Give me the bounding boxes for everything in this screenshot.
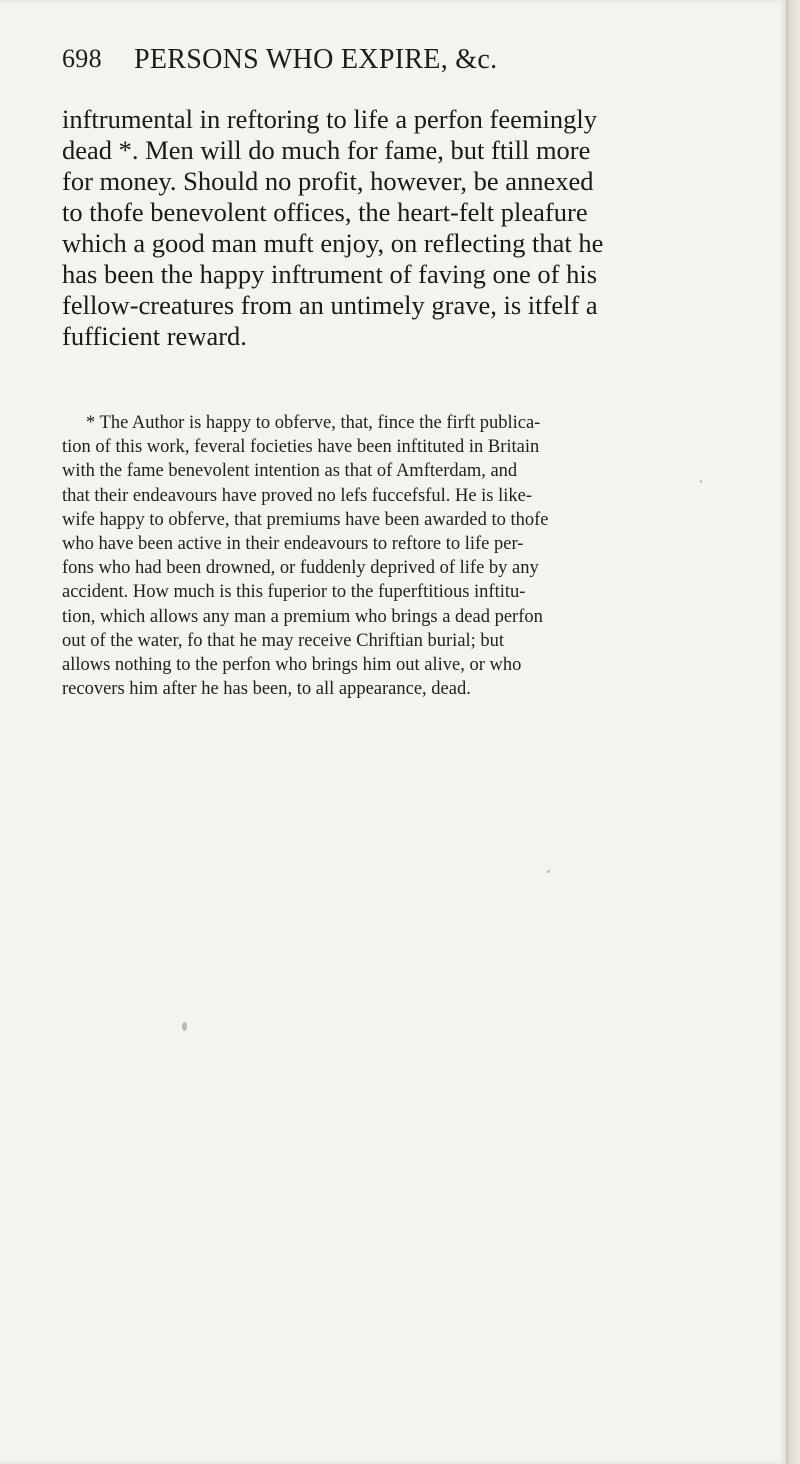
footnote-line: allows nothing to the perfon who brings him out alive, or who (62, 655, 522, 676)
body-line: fufficient reward. (62, 321, 247, 351)
page-number: 698 (62, 44, 102, 73)
footnote-line: out of the water, fo that he may receive Chriftian burial; but (62, 630, 505, 651)
paper-speck (547, 870, 550, 873)
footnote (62, 411, 742, 701)
body-line: dead *. Men will do much for fame, but ftill more (62, 135, 591, 165)
footnote-line: recovers him after he has been, to all appearance, dead. (62, 679, 471, 700)
paper-speck (700, 480, 702, 483)
page-header (62, 44, 722, 86)
footnote-line: tion, which allows any man a premium who brings a dead perfon (62, 606, 543, 627)
body-line: fellow-creatures from an untimely grave, is itfelf a (62, 290, 598, 320)
body-line: has been the happy inftrument of faving one of his (62, 259, 598, 289)
footnote-line: tion of this work, feveral focieties have been inftituted in Britain (62, 437, 540, 458)
paper-speck (182, 1022, 187, 1031)
footnote-line: accident. How much is this fuperior to the fuperftitious inftitu- (62, 582, 526, 603)
page-edge (786, 0, 800, 1464)
running-title: PERSONS WHO EXPIRE, &c. (134, 44, 498, 75)
body-line: to thofe benevolent offices, the heart-felt pleafure (62, 197, 588, 227)
footnote-line: who have been active in their endeavours to reftore to life per- (62, 534, 524, 555)
body-paragraph (62, 104, 742, 352)
body-line: which a good man muft enjoy, on reflecting that he (62, 228, 604, 258)
body-line: for money. Should no profit, however, be annexed (62, 166, 594, 196)
footnote-line: wife happy to obferve, that premiums have been awarded to thofe (62, 509, 549, 530)
footnote-line: that their endeavours have proved no lefs fuccefsful. He is like- (62, 485, 533, 506)
body-line: inftrumental in reftoring to life a perfon feemingly (62, 104, 597, 134)
footnote-line: with the fame benevolent intention as that of Amfterdam, and (62, 461, 518, 482)
footnote-line: fons who had been drowned, or fuddenly deprived of life by any (62, 558, 539, 579)
footnote-line: * The Author is happy to obferve, that, fince the firft publica- (86, 413, 541, 433)
